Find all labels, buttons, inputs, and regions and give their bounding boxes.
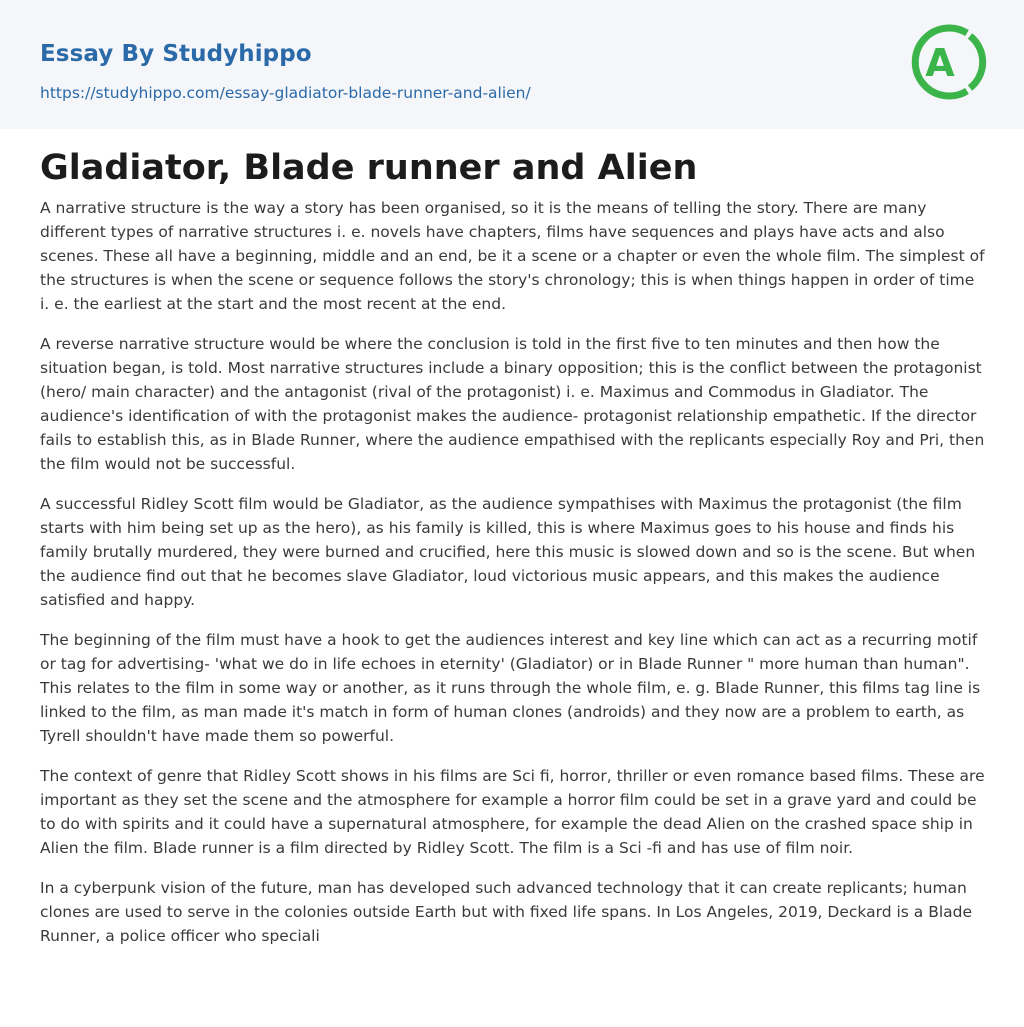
essay-paragraph-1: A narrative structure is the way a story has been organised, so it is the means of telling the story. There are many different types of narrative structures i. e. novels have chapters, films have sequences and plays have acts and also scenes. These all have a beginning, middle and an end, be it a scene or a chapter or even the whole film. The simplest of the structures is when the scene or sequence follows the story's chronology; this is when things happen in order of time i. e. the earliest at the start and the most recent at the end. xyxy=(40,199,985,313)
studyhippo-logo-icon[interactable] xyxy=(910,18,988,106)
essay-paragraph-5: The context of genre that Ridley Scott shows in his films are Sci fi, horror, thriller or even romance based films. These are important as they set the scene and the atmosphere for example a horror film could be set in a grave yard and could be to do with spirits and it could have a supernatural atmosphere, for example the dead Alien on the crashed space ship in Alien the film. Blade runner is a film directed by Ridley Scott. The film is a Sci -fi and has use of film noir. xyxy=(40,767,985,857)
logo-letter: A xyxy=(925,41,955,85)
essay-content xyxy=(40,140,986,964)
essay-url-link[interactable]: https://studyhippo.com/essay-gladiator-blade-runner-and-alien/ xyxy=(40,84,531,102)
essay-paragraph-6: In a cyberpunk vision of the future, man has developed such advanced technology that it can create replicants; human clones are used to serve in the colonies outside Earth but with fixed life spans. In Los Angeles, 2019, Deckard is a Blade Runner, a police officer who speciali xyxy=(40,879,973,945)
essay-paragraph-3: A successful Ridley Scott film would be Gladiator, as the audience sympathises with Maximus the protagonist (the film starts with him being set up as the hero), as his family is killed, this is where Maximus goes to his house and finds his family brutally murdered, they were burned and crucified, here this music is slowed down and so is the scene. But when the audience find out that he becomes slave Gladiator, loud victorious music appears, and this makes the audience satisfied and happy. xyxy=(40,495,976,609)
essay-title: Gladiator, Blade runner and Alien xyxy=(40,148,698,188)
essay-paragraph-2: A reverse narrative structure would be where the conclusion is told in the first five to ten minutes and then how the situation began, is told. Most narrative structures include a binary opposition; this is the conflict between the protagonist (hero/ main character) and the antagonist (rival of the protagonist) i. e. Maximus and Commodus in Gladiator. The audience's identification of with the protagonist makes the audience- protagonist relationship empathetic. If the director fails to establish this, as in Blade Runner, where the audience empathised with the replicants especially Roy and Pri, then the film would not be successful. xyxy=(40,335,985,473)
essay-paragraph-4: The beginning of the film must have a hook to get the audiences interest and key line which can act as a recurring motif or tag for advertising- 'what we do in life echoes in eternity' (Gladiator) or in Blade Runner " more human than human". This relates to the film in some way or another, as it runs through the whole film, e. g. Blade Runner, this films tag line is linked to the film, as man made it's match in form of human clones (androids) and they now are a problem to earth, as Tyrell shouldn't have made them so powerful. xyxy=(40,631,981,745)
site-brand[interactable]: Essay By Studyhippo xyxy=(40,41,312,67)
site-header xyxy=(0,0,1024,129)
